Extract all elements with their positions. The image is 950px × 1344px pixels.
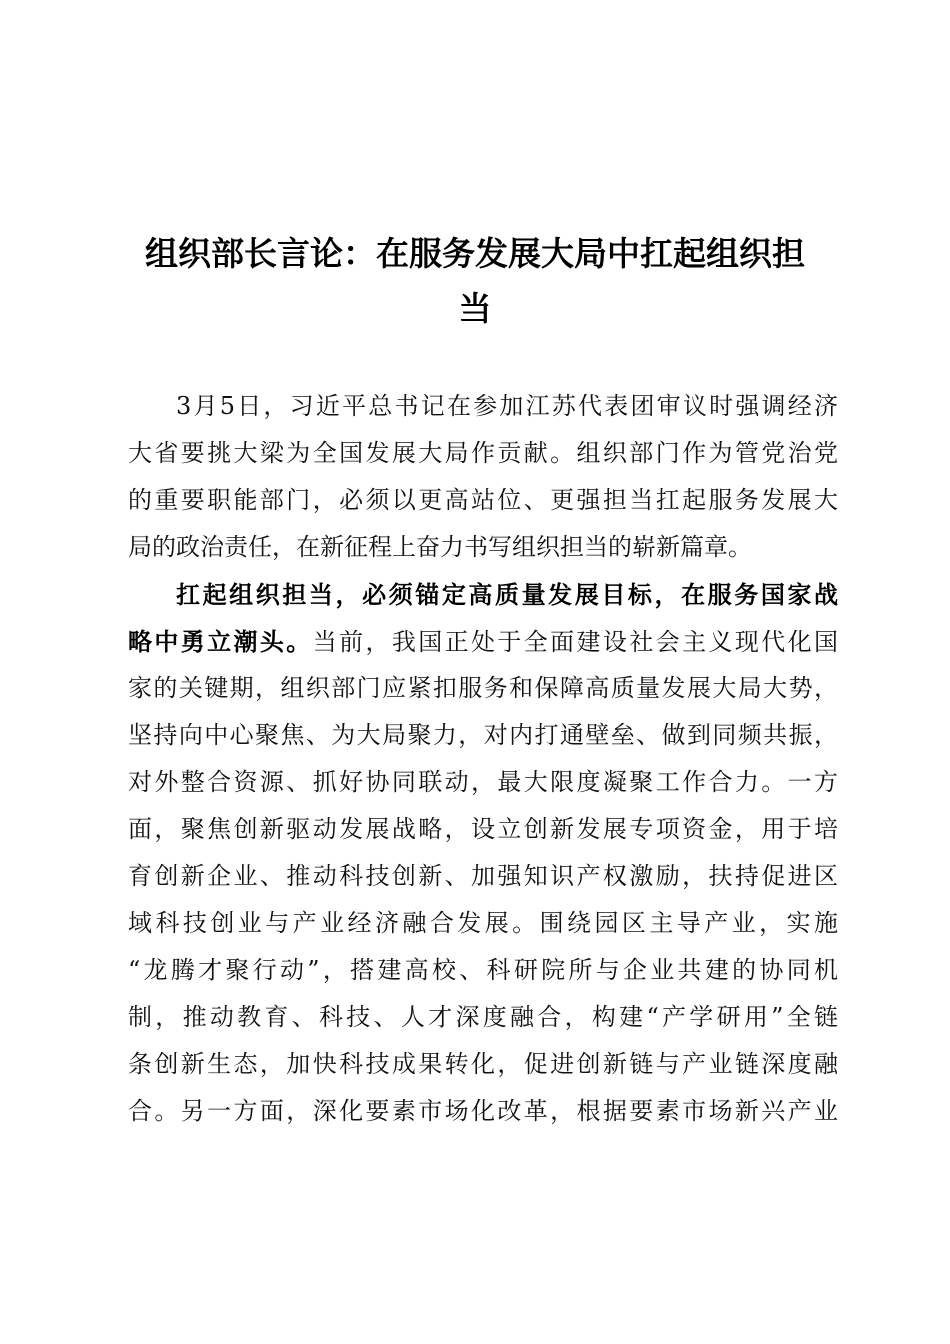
body-line: 面，聚焦创新驱动发展战略，设立创新发展专项资金，用于培 [128,815,838,843]
body-line: 对外整合资源、抓好协同联动，最大限度凝聚工作合力。一方 [128,768,838,796]
body-line: 合。另一方面，深化要素市场化改革，根据要素市场新兴产业 [128,1097,838,1125]
document-title [120,226,830,336]
paragraph-2 [128,571,838,1135]
document-body [128,383,838,1135]
body-line: 条创新生态，加快科技成果转化，促进创新链与产业链深度融 [128,1050,838,1078]
body-line-heading: 扛起组织担当，必须锚定高质量发展目标，在服务国家战 [176,580,838,609]
title-line-2: 当 [458,289,492,328]
body-line [128,618,838,665]
body-line-rest: 当前，我国正处于全面建设社会主义现代化国 [312,628,839,656]
body-line: 制，推动教育、科技、人才深度融合，构建“产学研用”全链 [128,1003,838,1031]
body-line: 大省要挑大梁为全国发展大局作贡献。组织部门作为管党治党 [128,439,838,467]
body-line: 3月5日，习近平总书记在参加江苏代表团审议时强调经济 [176,392,838,420]
paragraph-1 [128,383,838,571]
body-line: 域科技创业与产业经济融合发展。围绕园区主导产业，实施 [128,909,838,937]
body-line: 局的政治责任，在新征程上奋力书写组织担当的崭新篇章。 [128,533,752,561]
body-line: 坚持向中心聚焦、为大局聚力，对内打通壁垒、做到同频共振， [128,721,838,749]
title-line-1: 组织部长言论：在服务发展大局中扛起组织担 [145,234,805,273]
body-line: 育创新企业、推动科技创新、加强知识产权激励，扶持促进区 [128,862,838,890]
body-line: “龙腾才聚行动”，搭建高校、科研院所与企业共建的协同机 [128,956,838,984]
body-line: 家的关键期，组织部门应紧扣服务和保障高质量发展大局大势， [128,674,838,702]
body-line: 的重要职能部门，必须以更高站位、更强担当扛起服务发展大 [128,486,838,514]
paragraph-heading-end: 略中勇立潮头。 [128,627,313,656]
